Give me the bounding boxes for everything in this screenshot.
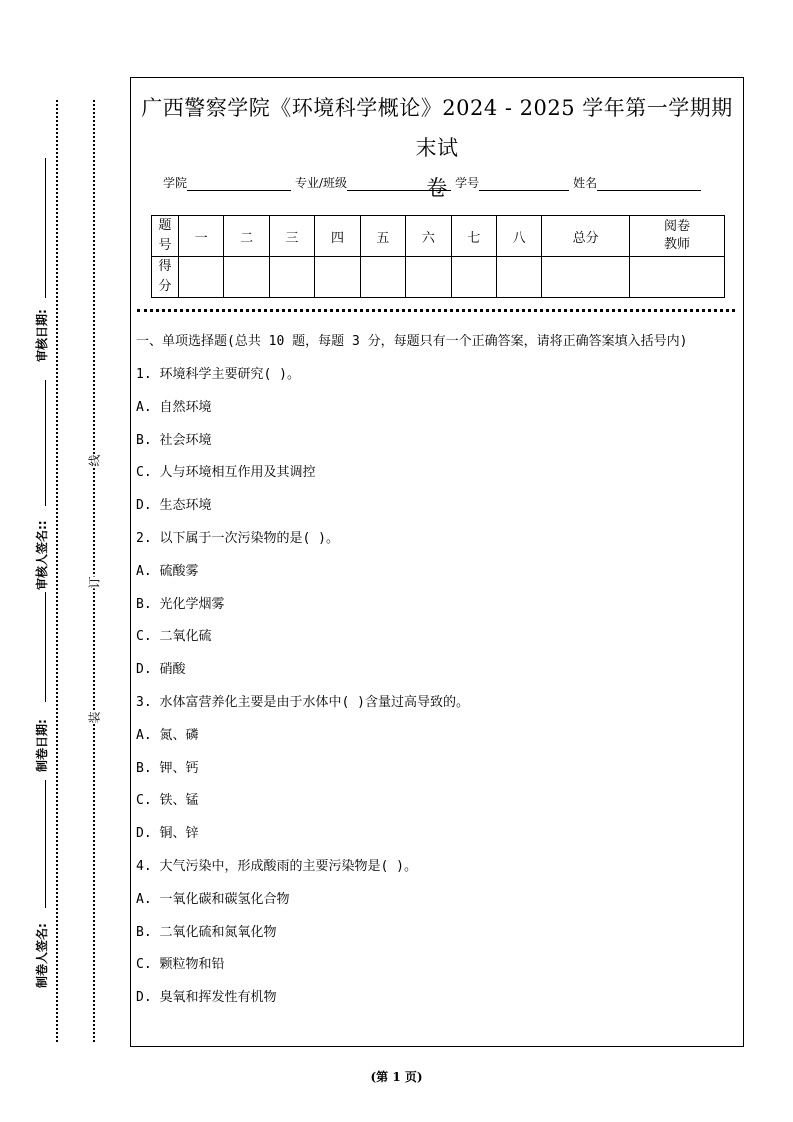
exam-frame — [130, 77, 744, 1047]
score-table — [151, 215, 725, 298]
score-cell-5[interactable] — [360, 257, 405, 298]
option-b[interactable]: B. 光化学烟雾 — [136, 596, 225, 612]
page-number: (第 1 页) — [370, 1070, 423, 1084]
info-field-college[interactable] — [187, 178, 291, 191]
question-stem: 2. 以下属于一次污染物的是( )。 — [136, 530, 339, 546]
question-4 — [136, 851, 736, 1015]
info-label-name: 姓名 — [573, 176, 598, 190]
question-stem: 4. 大气污染中，形成酸雨的主要污染物是( )。 — [136, 858, 417, 874]
margin-dotted-line-inner — [93, 100, 95, 1042]
option-c[interactable]: C. 颗粒物和铅 — [136, 957, 225, 973]
score-header-8: 八 — [496, 216, 541, 257]
score-header-grader: 阅卷 教师 — [630, 216, 725, 257]
maker-date-line — [45, 592, 46, 702]
score-cell-4[interactable] — [315, 257, 360, 298]
info-field-name[interactable] — [597, 178, 701, 191]
info-label-college: 学院 — [163, 176, 188, 190]
bind-order-char: 订 — [84, 576, 105, 588]
score-cell-total[interactable] — [542, 257, 630, 298]
score-header-3: 三 — [269, 216, 314, 257]
question-2 — [136, 523, 736, 687]
exam-title-line2: 卷 — [426, 176, 448, 200]
maker-sign-label: 制卷人签名: — [35, 923, 49, 988]
section-heading: 一、单项选择题(总共 10 题，每题 3 分，每题只有一个正确答案，请将正确答案填入括号内) — [136, 334, 688, 349]
question-stem: 1. 环境科学主要研究( )。 — [136, 367, 300, 382]
score-cell-8[interactable] — [496, 257, 541, 298]
option-c[interactable]: C. 二氧化硫 — [136, 629, 212, 645]
score-table-header-row — [152, 216, 725, 257]
score-cell-1[interactable] — [179, 257, 224, 298]
maker-sign-line — [45, 780, 46, 908]
score-header-6: 六 — [406, 216, 451, 257]
option-c[interactable]: C. 人与环境相互作用及其调控 — [136, 465, 316, 481]
score-cell-7[interactable] — [451, 257, 496, 298]
score-cell-grader[interactable] — [630, 257, 725, 298]
option-d[interactable]: D. 生态环境 — [136, 498, 212, 514]
question-1 — [136, 359, 736, 523]
option-b[interactable]: B. 社会环境 — [136, 432, 212, 448]
info-label-major-class: 专业/班级 — [295, 176, 348, 190]
margin-dotted-line-outer — [56, 100, 58, 1042]
score-table-score-row — [152, 257, 725, 298]
review-date-line — [45, 158, 46, 298]
option-c[interactable]: C. 铁、锰 — [136, 793, 199, 809]
option-d[interactable]: D. 臭氧和挥发性有机物 — [136, 990, 277, 1006]
score-header-5: 五 — [360, 216, 405, 257]
option-a[interactable]: A. 一氧化碳和碳氢化合物 — [136, 891, 290, 907]
score-header-2: 二 — [224, 216, 269, 257]
review-date-label: 审核日期: — [35, 309, 49, 362]
score-row-label: 得 分 — [152, 257, 179, 298]
score-header-1: 一 — [179, 216, 224, 257]
question-3 — [136, 687, 736, 851]
info-field-student-id[interactable] — [479, 178, 569, 191]
info-label-student-id: 学号 — [455, 176, 480, 190]
option-a[interactable]: A. 氮、磷 — [136, 727, 199, 743]
option-d[interactable]: D. 铜、锌 — [136, 826, 199, 842]
option-a[interactable]: A. 硫酸雾 — [136, 563, 199, 579]
option-b[interactable]: B. 二氧化硫和氮氧化物 — [136, 924, 277, 940]
exam-content — [136, 331, 736, 1015]
exam-title-line1: 广西警察学院《环境科学概论》2024 - 2025 学年第一学期期末试 — [141, 96, 733, 160]
score-header-4: 四 — [315, 216, 360, 257]
score-header-label: 题 号 — [152, 216, 179, 257]
score-cell-3[interactable] — [269, 257, 314, 298]
bind-line-char: 线 — [84, 454, 105, 466]
maker-date-label: 制卷日期: — [35, 719, 49, 772]
reviewer-sign-label: 审核人签名:: — [35, 520, 49, 590]
student-info-row — [163, 174, 705, 191]
score-cell-6[interactable] — [406, 257, 451, 298]
option-a[interactable]: A. 自然环境 — [136, 399, 212, 415]
option-d[interactable]: D. 硝酸 — [136, 662, 186, 678]
score-cell-2[interactable] — [224, 257, 269, 298]
info-field-major-class[interactable] — [347, 178, 451, 191]
bind-mount-char: 装 — [84, 711, 105, 723]
header-divider — [137, 309, 735, 312]
reviewer-sign-line — [45, 380, 46, 506]
option-b[interactable]: B. 钾、钙 — [136, 760, 199, 776]
score-header-7: 七 — [451, 216, 496, 257]
question-stem: 3. 水体富营养化主要是由于水体中( )含量过高导致的。 — [136, 694, 469, 710]
score-header-total: 总分 — [542, 216, 630, 257]
